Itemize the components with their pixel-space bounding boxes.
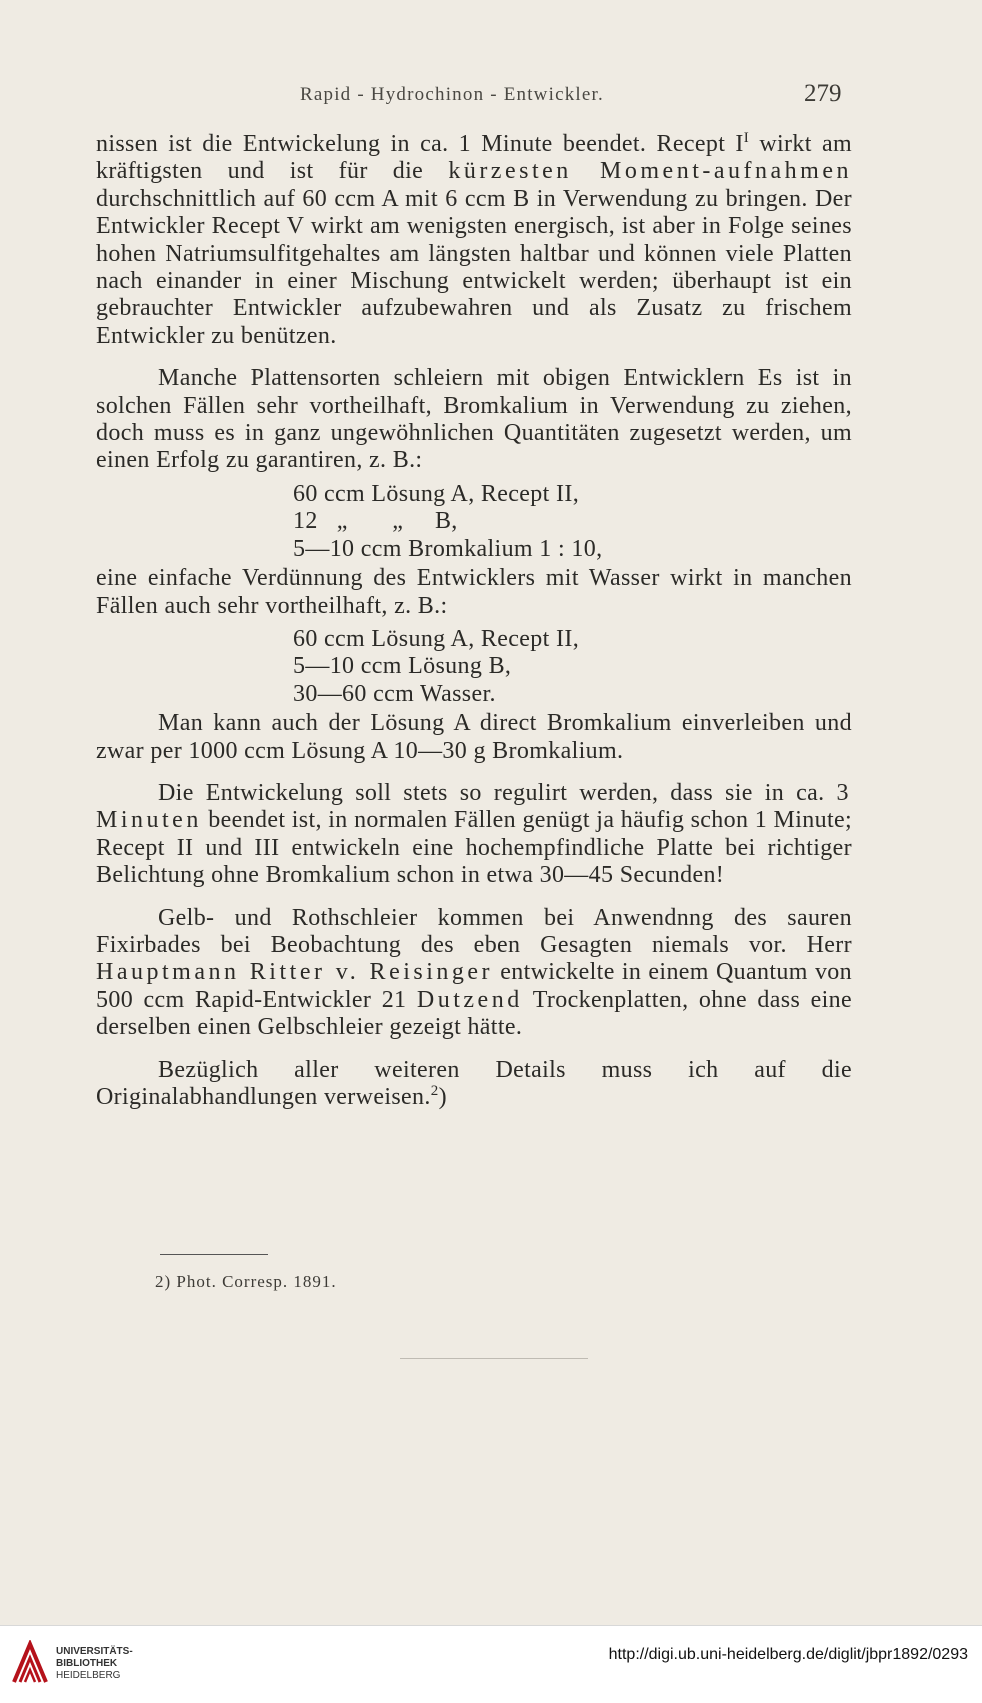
formula-line: 5—10 ccm Lösung B, — [293, 653, 512, 680]
superscript: I — [743, 130, 750, 146]
permalink[interactable]: http://digi.ub.uni-heidelberg.de/diglit/jbpr1892/0293 — [608, 1646, 968, 1663]
page-header — [0, 80, 982, 114]
formula-line: 60 ccm Lösung A, Recept II, — [293, 625, 580, 652]
formula-1 — [96, 481, 852, 563]
viewer-footer — [0, 1625, 982, 1703]
library-logo-text: UNIVERSITÄTS- BIBLIOTHEK HEIDELBERG — [56, 1646, 133, 1681]
paragraph-1: nissen ist die Entwickelung in ca. 1 Minute beendet. Recept $I^I$ wirkt am kräftigsten und ist für die kürzesten Moment-aufnahmen durchschnittlich auf 60 ccm A mit 6 ccm B in Verwendung zu bringen. Der Entwickler Recept V wirkt am wenigsten energisch, ist aber in Folge seines hohen Natriumsulfitgehaltes am längsten haltbar und können viele Platten nach einander in einer Mischung entwickelt werden; überhaupt ist ein gebrauchter Entwickler aufzubewahren und als Zusatz zu frischem Entwickler zu benützen. — [96, 130, 852, 349]
paragraph-7: Bezüglich aller weiteren Details muss ich auf die Originalabhandlungen verweisen.$^2$) — [96, 1056, 852, 1110]
paragraph-5: Die Entwickelung soll stets so regulirt werden, dass sie in ca. 3 Minuten beendet ist, in normalen Fällen genügt ja häufig schon 1 Minute; Recept II und III entwickeln eine hochempfindliche Platte bei richtiger Belichtung ohne Bromkalium schon in etwa 30—45 Secunden! — [96, 779, 852, 889]
spaced-text: kürzesten Moment-aufnahmen — [448, 158, 852, 185]
formula-line: 5—10 ccm Bromkalium 1 : 10, — [293, 535, 603, 562]
running-head: Rapid - Hydrochinon - Entwickler. — [300, 84, 604, 105]
spaced-text: 3 Minuten — [96, 779, 852, 834]
spaced-text: Hauptmann Ritter v. Reisinger — [96, 959, 494, 986]
body-text — [96, 131, 852, 1111]
formula-line: 12 „ „ B, — [293, 508, 458, 535]
formula-line: 30—60 ccm Wasser. — [293, 680, 496, 707]
formula-line: 60 ccm Lösung A, Recept II, — [293, 480, 580, 507]
formula-2 — [96, 626, 852, 708]
footnote-marker: 2 — [430, 1083, 439, 1099]
spaced-text: Dutzend — [416, 986, 523, 1013]
bottom-divider — [400, 1358, 588, 1359]
paragraph-3: eine einfache Verdünnung des Entwicklers mit Wasser wirkt in manchen Fällen auch sehr vortheilhaft, z. B.: — [96, 565, 852, 619]
paragraph-2: Manche Plattensorten schleiern mit obigen Entwicklern Es ist in solchen Fällen sehr vortheilhaft, Bromkalium in Verwendung zu ziehen, doch muss es in ganz ungewöhnlichen Quantitäten zugesetzt werden, um einen Erfolg zu garantiren, z. B.: — [96, 365, 852, 474]
footnote-rule — [160, 1254, 268, 1255]
library-logo-icon — [10, 1640, 50, 1686]
page-number: 279 — [804, 80, 842, 107]
paragraph-4: Man kann auch der Lösung A direct Bromkalium einverleiben und zwar per 1000 ccm Lösung A 10—30 g Bromkalium. — [96, 710, 852, 764]
paragraph-6: Gelb- und Rothschleier kommen bei Anwendnng des sauren Fixirbades bei Beobachtung des eben Gesagten niemals vor. Herr Hauptmann Ritter v. Reisinger entwickelte in einem Quantum von 500 ccm Rapid-Entwickler 21 Dutzend Trockenplatten, ohne dass eine derselben einen Gelbschleier gezeigt hätte. — [96, 904, 852, 1041]
footnote: 2) Phot. Corresp. 1891. — [155, 1272, 337, 1291]
